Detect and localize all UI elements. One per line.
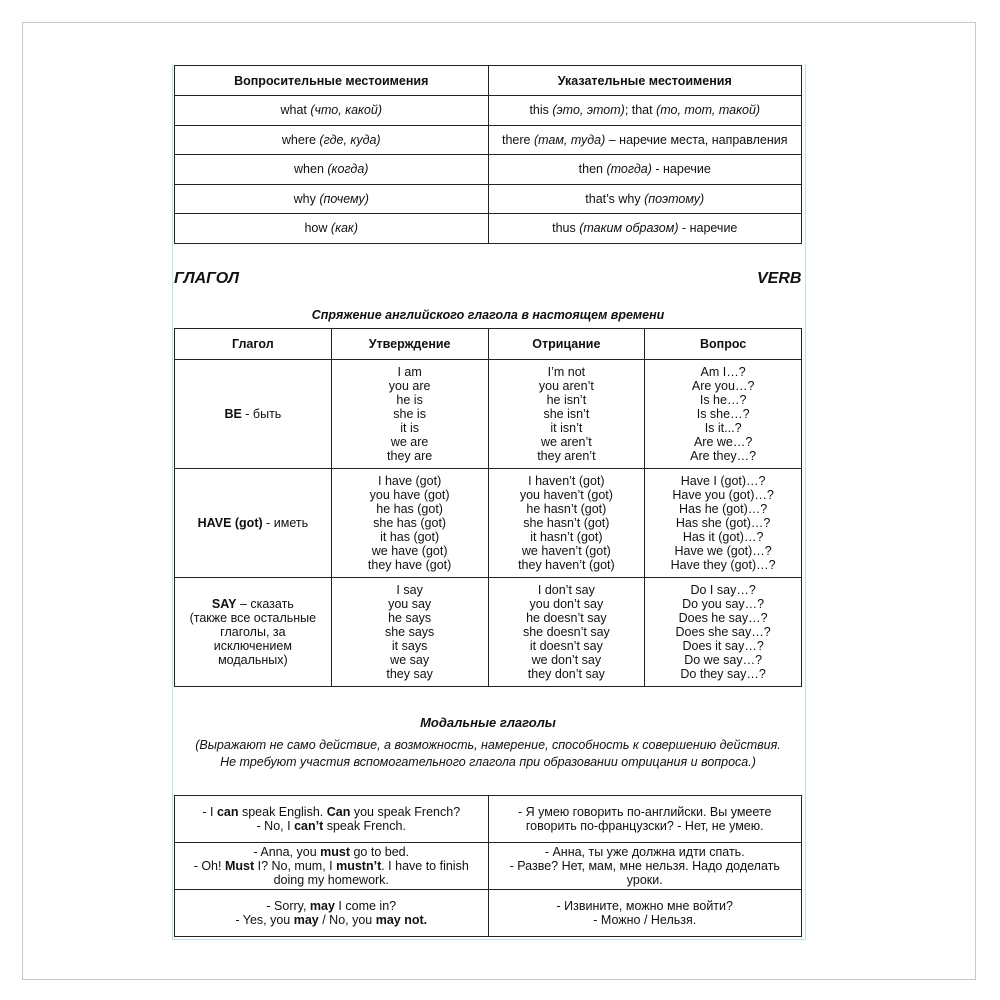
verb-cell-be: BE - быть bbox=[175, 360, 332, 469]
table-row bbox=[175, 578, 802, 687]
russian-translation-cell: - Я умею говорить по-английски. Вы умеете говорить по-французски? - Нет, не умею. bbox=[488, 796, 802, 843]
table-row bbox=[175, 796, 802, 843]
header-question: Вопрос bbox=[645, 329, 802, 360]
negative-cell: I haven’t (got) you haven’t (got) he hasn’t (got) she hasn’t (got) it hasn’t (got) we haven’t (got) they haven’t (got) bbox=[488, 469, 645, 578]
question-cell: Do I say…? Do you say…? Does he say…? Does she say…? Does it say…? Do we say…? Do they say…? bbox=[645, 578, 802, 687]
question-cell: Have I (got)…? Have you (got)…? Has he (got)…? Has she (got)…? Has it (got)…? Have we (got)…? Have they (got)…? bbox=[645, 469, 802, 578]
verb-cell-have: HAVE (got) - иметь bbox=[175, 469, 332, 578]
interrogative-cell: what (что, какой) bbox=[175, 96, 489, 126]
pronouns-table bbox=[174, 65, 802, 244]
affirmative-cell: I have (got) you have (got) he has (got) she has (got) it has (got) we have (got) they have (got) bbox=[331, 469, 488, 578]
question-cell: Am I…? Are you…? Is he…? Is she…? Is it...? Are we…? Are they…? bbox=[645, 360, 802, 469]
table-row bbox=[175, 360, 802, 469]
verb-cell-say: SAY – сказать (также все остальные глаголы, за исключением модальных) bbox=[175, 578, 332, 687]
english-example-cell: - Sorry, may I come in? - Yes, you may / No, you may not. bbox=[175, 890, 489, 937]
demonstrative-cell: thus (таким образом) - наречие bbox=[488, 214, 802, 244]
interrogative-cell: when (когда) bbox=[175, 155, 489, 185]
negative-cell: I’m not you aren’t he isn’t she isn’t it isn’t we aren’t they aren’t bbox=[488, 360, 645, 469]
header-affirmative: Утверждение bbox=[331, 329, 488, 360]
russian-translation-cell: - Анна, ты уже должна идти спать. - Разве? Нет, мам, мне нельзя. Надо доделать уроки. bbox=[488, 843, 802, 890]
affirmative-cell: I am you are he is she is it is we are they are bbox=[331, 360, 488, 469]
interrogative-cell: how (как) bbox=[175, 214, 489, 244]
section-heading-en: VERB bbox=[757, 270, 802, 287]
table-row bbox=[175, 125, 802, 155]
interrogative-cell: why (почему) bbox=[175, 184, 489, 214]
affirmative-cell: I say you say he says she says it says we say they say bbox=[331, 578, 488, 687]
demonstrative-cell: there (там, туда) – наречие места, направления bbox=[488, 125, 802, 155]
header-negative: Отрицание bbox=[488, 329, 645, 360]
table-row bbox=[175, 155, 802, 185]
demonstrative-cell: then (тогда) - наречие bbox=[488, 155, 802, 185]
section-heading-ru: ГЛАГОЛ bbox=[174, 270, 239, 287]
table-row bbox=[175, 184, 802, 214]
interrogative-cell: where (где, куда) bbox=[175, 125, 489, 155]
table-row bbox=[175, 890, 802, 937]
header-demonstrative: Указательные местоимения bbox=[488, 66, 802, 96]
header-verb: Глагол bbox=[175, 329, 332, 360]
header-interrogative: Вопросительные местоимения bbox=[175, 66, 489, 96]
table-row bbox=[175, 96, 802, 126]
negative-cell: I don’t say you don’t say he doesn’t say she doesn’t say it doesn’t say we don’t say they don’t say bbox=[488, 578, 645, 687]
english-example-cell: - Anna, you must go to bed. - Oh! Must I? No, mum, I mustn’t. I have to finish doing my homework. bbox=[175, 843, 489, 890]
russian-translation-cell: - Извините, можно мне войти? - Можно / Нельзя. bbox=[488, 890, 802, 937]
modal-verbs-title: Модальные глаголы bbox=[420, 715, 556, 730]
modal-verbs-table bbox=[174, 795, 802, 937]
demonstrative-cell: that’s why (поэтому) bbox=[488, 184, 802, 214]
conjugation-caption: Спряжение английского глагола в настоящем времени bbox=[311, 308, 665, 322]
table-row bbox=[175, 843, 802, 890]
english-example-cell: - I can speak English. Can you speak French? - No, I can’t speak French. bbox=[175, 796, 489, 843]
demonstrative-cell: this (это, этот); that (то, тот, такой) bbox=[488, 96, 802, 126]
table-row bbox=[175, 214, 802, 244]
conjugation-table bbox=[174, 328, 802, 687]
modal-verbs-description: (Выражают не само действие, а возможность, намерение, способность к совершению действия. Не требуют участия вспомогательного глагола при образовании отрицания и вопроса.) bbox=[195, 738, 781, 769]
table-row bbox=[175, 469, 802, 578]
